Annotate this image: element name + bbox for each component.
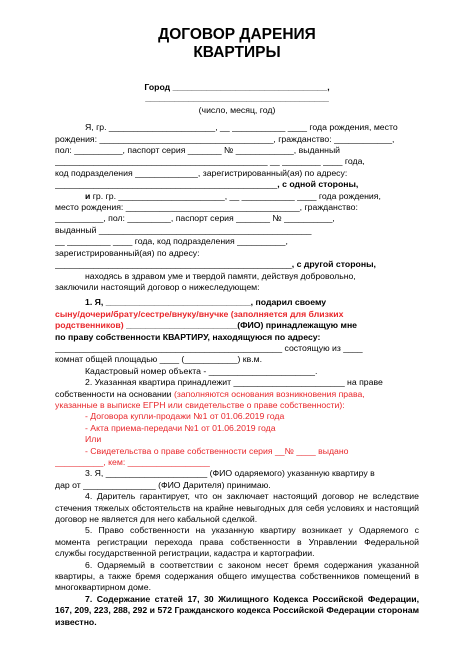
party2-line-5: __ _________ ____ года, код подразделения __________, bbox=[55, 236, 288, 247]
clause1-relation-options: сыну/дочери/брату/сестре/внуку/внучке bbox=[55, 308, 229, 319]
party-recipient-block bbox=[55, 191, 419, 294]
clause-6: 6. Одаряемый в соответствии с законом несет бремя содержания указанной квартиры, а также бремя содержания общего имущества собственников помещений в многоквартирном доме. bbox=[55, 559, 419, 593]
party2-line-8: находясь в здравом уме и твердой памяти, действуя добровольно, bbox=[85, 270, 356, 281]
party1-line-1: Я, гр. ______________________, __ ___________ ____ года рождения, место bbox=[85, 122, 398, 133]
title-line-1: ДОГОВОР ДАРЕНИЯ bbox=[158, 26, 316, 43]
clause2-basis-certificate: - Свидетельства о праве собственности серия __№ ____ выдано bbox=[85, 445, 349, 456]
party2-line-9: заключили настоящий договор о нижеследующем: bbox=[55, 281, 260, 292]
party1-line-2: рождения: ____________________________________, гражданство: ____________, bbox=[55, 133, 395, 144]
clause-7: 7. Содержание статей 17, 30 Жилищного Кодекса Российской Федерации, 167, 209, 223, 288, 292 и 572 Гражданского кодекса Российской Федерации сторонам известно. bbox=[55, 593, 419, 627]
party2-line-4: выданный ____________________________________________ bbox=[55, 224, 312, 235]
clause-5: 5. Право собственности на указанную квартиру возникает у Одаряемого с момента регистрации перехода права собственности в Управлении Федеральной службы государственной регистрации, кадастра и картографии. bbox=[55, 525, 419, 559]
clause-2 bbox=[55, 377, 419, 468]
title-line-2: КВАРТИРЫ bbox=[193, 44, 281, 61]
clause2-basis-note: (заполняются основания возникновения права, bbox=[173, 388, 365, 399]
clause2-basis-act: - Акта приема-передачи №1 от 01.06.2019 года bbox=[85, 422, 276, 433]
party2-prefix: и bbox=[85, 190, 91, 201]
clause-3 bbox=[55, 468, 419, 491]
date-blank: ______________________________________ bbox=[145, 93, 329, 104]
clause1-line-1: 1. Я, ______________________________, подарил своему bbox=[85, 297, 327, 308]
clause2-basis-note-2: указанные в выписке ЕГРН или свидетельстве о праве собственности): bbox=[55, 399, 345, 410]
party1-line-5: код подразделения _____________, зарегистрированный(ая) по адресу: bbox=[55, 167, 348, 178]
clause1-line-6: комнат общей площадью ____ (___________) кв.м. bbox=[55, 354, 262, 365]
party-donor-block bbox=[55, 122, 419, 190]
clause1-cadastral: Кадастровый номер объекта - ______________________. bbox=[85, 365, 318, 376]
party2-line-2: место рождения: ____________________________________, гражданство: bbox=[55, 202, 358, 213]
clause2-basis-contract: - Договора купли-продажи №1 от 01.06.2019 года bbox=[85, 411, 285, 422]
party1-side-label: , с одной стороны, bbox=[277, 179, 359, 190]
clause1-line-3: _______________________(ФИО) принадлежащую мне bbox=[123, 320, 358, 331]
clause1-relation-note: (заполняется для близких bbox=[228, 308, 344, 319]
clause1-relation-note-end: родственников) bbox=[55, 320, 124, 331]
document-title bbox=[55, 26, 419, 62]
clause-1 bbox=[55, 297, 419, 377]
clause2-line-2: собственности на основании bbox=[55, 388, 174, 399]
party2-line-1: гр. гр. ______________________, __ ___________ ____ года рождения, bbox=[90, 190, 381, 201]
clause3-line-2: дар от _______________ (ФИО Дарителя) принимаю. bbox=[55, 479, 271, 490]
party2-address-blank: _________________________________________________ bbox=[55, 259, 292, 270]
city-line: Город ________________________________, bbox=[144, 82, 330, 92]
clause1-line-5: _______________________________________________ состоящую из ____ bbox=[55, 342, 363, 353]
party2-line-6: зарегистрированный(ая) по адресу: bbox=[55, 247, 200, 258]
clause2-certificate-issuer: __________, кем: _________________ bbox=[55, 457, 210, 467]
date-caption: (число, месяц, год) bbox=[198, 104, 276, 115]
clause3-line-1: 3. Я, _____________________ (ФИО одаряемого) указанную квартиру в bbox=[85, 468, 375, 479]
party2-line-3: __________, пол: _________, паспорт серия _______ № __________, bbox=[55, 213, 335, 224]
clause2-line-1: 2. Указанная квартира принадлежит _______________________ на праве bbox=[85, 377, 383, 388]
party1-line-4: ____________________________________________ __ ________ ____ года, bbox=[55, 156, 365, 167]
clause-4: 4. Даритель гарантирует, что он заключает настоящий договор не вследствие стечения тяжелых обстоятельств на крайне невыгодных для себя условиях и настоящий договор не является для него кабальной сделкой. bbox=[55, 491, 419, 525]
party1-line-3: пол: __________, паспорт серия _______ № ____________, выданный bbox=[55, 145, 341, 156]
clause2-or: Или bbox=[85, 434, 102, 445]
clause1-line-4: по праву собственности КВАРТИРУ, находящуюся по адресу: bbox=[55, 331, 321, 342]
party2-side-label: , с другой стороны, bbox=[291, 259, 376, 270]
party1-address-blank: ______________________________________________ bbox=[55, 179, 278, 190]
